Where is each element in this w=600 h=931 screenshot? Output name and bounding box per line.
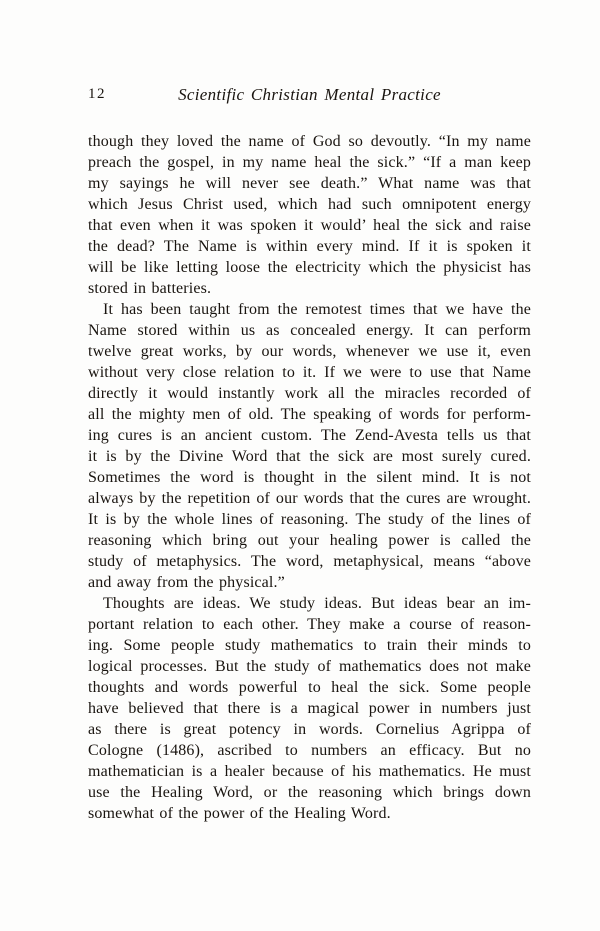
- text-line: Thoughts are ideas. We study ideas. But ideas bear an im-: [103, 595, 531, 612]
- text-line: preach the gospel, in my name heal the sick.” “If a man keep: [88, 154, 531, 171]
- text-line: ing cures is an ancient custom. The Zend-Avesta tells us that: [88, 427, 531, 444]
- text-line: mathematician is a healer because of his mathematics. He must: [88, 763, 531, 780]
- text-line: it is by the Divine Word that the sick are most surely cured.: [88, 448, 531, 465]
- text-line: Cologne (1486), ascribed to numbers an efficacy. But no: [88, 742, 531, 759]
- paragraph: [88, 593, 531, 824]
- text-line: all the mighty men of old. The speaking of words for perform-: [88, 406, 531, 423]
- paragraph: [88, 131, 531, 299]
- text-line: and away from the physical.”: [88, 574, 285, 591]
- text-line: always by the repetition of our words that the cures are wrought.: [88, 490, 531, 507]
- text-line: which Jesus Christ used, which had such omnipotent energy: [88, 196, 531, 213]
- text-line: It has been taught from the remotest times that we have the: [103, 301, 531, 318]
- text-line: logical processes. But the study of mathematics does not make: [88, 658, 531, 675]
- text-line: the dead? The Name is within every mind. If it is spoken it: [88, 238, 531, 255]
- running-title: Scientific Christian Mental Practice: [178, 85, 441, 104]
- text-line: have believed that there is a magical power in numbers just: [88, 700, 531, 717]
- page-header: [88, 84, 531, 105]
- text-line: will be like letting loose the electricity which the physicist has: [88, 259, 531, 276]
- text-line: It is by the whole lines of reasoning. The study of the lines of: [88, 511, 531, 528]
- paragraph: [88, 299, 531, 593]
- text-line: that even when it was spoken it would’ heal the sick and raise: [88, 217, 531, 234]
- text-line: without very close relation to it. If we were to use that Name: [88, 364, 531, 381]
- text-column: [88, 84, 531, 824]
- text-line: reasoning which bring out your healing power is called the: [88, 532, 531, 549]
- text-line: though they loved the name of God so devoutly. “In my name: [88, 133, 531, 150]
- text-line: Name stored within us as concealed energy. It can perform: [88, 322, 531, 339]
- text-line: my sayings he will never see death.” What name was that: [88, 175, 531, 192]
- text-line: use the Healing Word, or the reasoning which brings down: [88, 784, 531, 801]
- text-line: ing. Some people study mathematics to train their minds to: [88, 637, 531, 654]
- text-line: as there is great potency in words. Cornelius Agrippa of: [88, 721, 531, 738]
- body-text: [88, 131, 531, 824]
- text-line: thoughts and words powerful to heal the sick. Some people: [88, 679, 531, 696]
- text-line: Sometimes the word is thought in the silent mind. It is not: [88, 469, 531, 486]
- text-line: twelve great works, by our words, whenever we use it, even: [88, 343, 531, 360]
- page-number: 12: [88, 86, 106, 102]
- text-line: portant relation to each other. They make a course of reason-: [88, 616, 531, 633]
- text-line: directly it would instantly work all the miracles recorded of: [88, 385, 531, 402]
- text-line: study of metaphysics. The word, metaphysical, means “above: [88, 553, 531, 570]
- text-line: somewhat of the power of the Healing Word.: [88, 805, 391, 822]
- text-line: stored in batteries.: [88, 280, 212, 297]
